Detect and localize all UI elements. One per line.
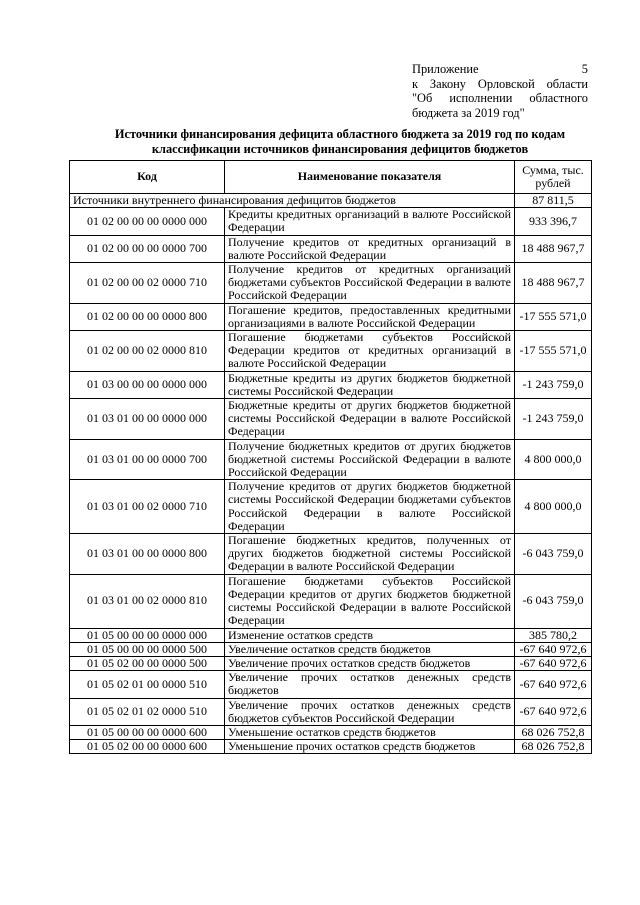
table-row xyxy=(70,331,592,372)
row-name: Бюджетные кредиты от других бюджетов бюджетной системы Российской Федерации в валюте Российской Федерации xyxy=(225,399,515,440)
table-row xyxy=(70,628,592,642)
table-header-row xyxy=(70,161,592,194)
row-name: Уменьшение прочих остатков средств бюджетов xyxy=(225,740,515,754)
row-name: Изменение остатков средств xyxy=(225,628,515,642)
row-sum: -67 640 972,6 xyxy=(515,671,592,698)
table-row xyxy=(70,480,592,534)
row-code: 01 05 00 00 00 0000 600 xyxy=(70,725,225,739)
row-code: 01 02 00 00 00 0000 800 xyxy=(70,303,225,330)
row-name: Погашение бюджетных кредитов, полученных от других бюджетов бюджетной системы Российской Федерации в валюте Российской Федерации xyxy=(225,534,515,575)
row-code: 01 05 00 00 00 0000 000 xyxy=(70,628,225,642)
row-sum: -17 555 571,0 xyxy=(515,303,592,330)
table-row xyxy=(70,208,592,235)
header-sum: Сумма, тыс. рублей xyxy=(515,161,592,194)
row-code: 01 05 02 00 00 0000 500 xyxy=(70,656,225,670)
row-sum: -1 243 759,0 xyxy=(515,371,592,398)
row-code: 01 05 00 00 00 0000 500 xyxy=(70,642,225,656)
row-sum: 68 026 752,8 xyxy=(515,725,592,739)
document-title-line-2: классификации источников финансирования дефицитов бюджетов xyxy=(151,141,529,156)
financing-sources-table xyxy=(69,160,592,754)
row-code: 01 03 01 00 00 0000 700 xyxy=(70,439,225,480)
row-sum: 933 396,7 xyxy=(515,208,592,235)
row-code: 01 05 02 01 02 0000 510 xyxy=(70,698,225,725)
table-row xyxy=(70,656,592,670)
row-sum: -6 043 759,0 xyxy=(515,574,592,628)
row-sum: -67 640 972,6 xyxy=(515,698,592,725)
total-row-sum: 87 811,5 xyxy=(515,194,592,208)
row-sum: 68 026 752,8 xyxy=(515,740,592,754)
row-sum: 4 800 000,0 xyxy=(515,480,592,534)
row-name: Увеличение прочих остатков денежных средств бюджетов xyxy=(225,671,515,698)
row-sum: 18 488 967,7 xyxy=(515,263,592,304)
row-sum: 385 780,2 xyxy=(515,628,592,642)
table-row xyxy=(70,399,592,440)
row-code: 01 02 00 00 02 0000 810 xyxy=(70,331,225,372)
table-row xyxy=(70,534,592,575)
row-name: Получение кредитов от кредитных организаций в валюте Российской Федерации xyxy=(225,235,515,262)
table-row xyxy=(70,263,592,304)
row-name: Уменьшение остатков средств бюджетов xyxy=(225,725,515,739)
row-name: Увеличение прочих остатков денежных средств бюджетов субъектов Российской Федерации xyxy=(225,698,515,725)
row-code: 01 03 01 00 02 0000 710 xyxy=(70,480,225,534)
document-title xyxy=(60,127,620,156)
table-row xyxy=(70,725,592,739)
appendix-line-1: Приложение 5 xyxy=(412,62,588,76)
row-name: Увеличение прочих остатков средств бюджетов xyxy=(225,656,515,670)
appendix-line-4: бюджета за 2019 год" xyxy=(412,105,525,120)
table-row xyxy=(70,439,592,480)
header-name: Наименование показателя xyxy=(225,161,515,194)
row-sum: -6 043 759,0 xyxy=(515,534,592,575)
table-row xyxy=(70,642,592,656)
row-name: Получение бюджетных кредитов от других бюджетов бюджетной системы Российской Федерации в валюте Российской Федерации xyxy=(225,439,515,480)
appendix-note xyxy=(412,62,588,120)
row-name: Погашение бюджетами субъектов Российской Федерации кредитов от кредитных организаций в валюте Российской Федерации xyxy=(225,331,515,372)
row-code: 01 02 00 00 00 0000 700 xyxy=(70,235,225,262)
row-sum: 18 488 967,7 xyxy=(515,235,592,262)
row-code: 01 03 01 00 00 0000 000 xyxy=(70,399,225,440)
row-code: 01 03 00 00 00 0000 000 xyxy=(70,371,225,398)
table-row xyxy=(70,671,592,698)
row-code: 01 02 00 00 02 0000 710 xyxy=(70,263,225,304)
row-code: 01 05 02 00 00 0000 600 xyxy=(70,740,225,754)
appendix-line-2: к Закону Орловской области xyxy=(412,76,588,91)
header-code: Код xyxy=(70,161,225,194)
row-sum: -1 243 759,0 xyxy=(515,399,592,440)
row-name: Бюджетные кредиты из других бюджетов бюджетной системы Российской Федерации xyxy=(225,371,515,398)
document-title-line-1: Источники финансирования дефицита областного бюджета за 2019 год по кодам xyxy=(114,127,566,141)
row-sum: -17 555 571,0 xyxy=(515,331,592,372)
row-code: 01 02 00 00 00 0000 000 xyxy=(70,208,225,235)
row-code: 01 03 01 00 02 0000 810 xyxy=(70,574,225,628)
row-name: Погашение кредитов, предоставленных кредитными организациями в валюте Российской Федерации xyxy=(225,303,515,330)
total-row-name: Источники внутреннего финансирования дефицитов бюджетов xyxy=(70,194,515,208)
row-code: 01 03 01 00 00 0000 800 xyxy=(70,534,225,575)
table-row xyxy=(70,303,592,330)
row-sum: -67 640 972,6 xyxy=(515,656,592,670)
table-row xyxy=(70,740,592,754)
row-name: Получение кредитов от кредитных организаций бюджетами субъектов Российской Федерации в валюте Российской Федерации xyxy=(225,263,515,304)
row-name: Увеличение остатков средств бюджетов xyxy=(225,642,515,656)
row-sum: -67 640 972,6 xyxy=(515,642,592,656)
table-row xyxy=(70,574,592,628)
table-row xyxy=(70,698,592,725)
row-name: Получение кредитов от других бюджетов бюджетной системы Российской Федерации бюджетами субъектов Российской Федерации в валюте Российской Федерации xyxy=(225,480,515,534)
table-row xyxy=(70,235,592,262)
row-name: Погашение бюджетами субъектов Российской Федерации кредитов от других бюджетов бюджетной системы Российской Федерации в валюте Российской Федерации xyxy=(225,574,515,628)
row-code: 01 05 02 01 00 0000 510 xyxy=(70,671,225,698)
table-row xyxy=(70,371,592,398)
row-sum: 4 800 000,0 xyxy=(515,439,592,480)
appendix-line-3: "Об исполнении областного xyxy=(412,91,588,106)
total-row xyxy=(70,194,592,208)
row-name: Кредиты кредитных организаций в валюте Российской Федерации xyxy=(225,208,515,235)
